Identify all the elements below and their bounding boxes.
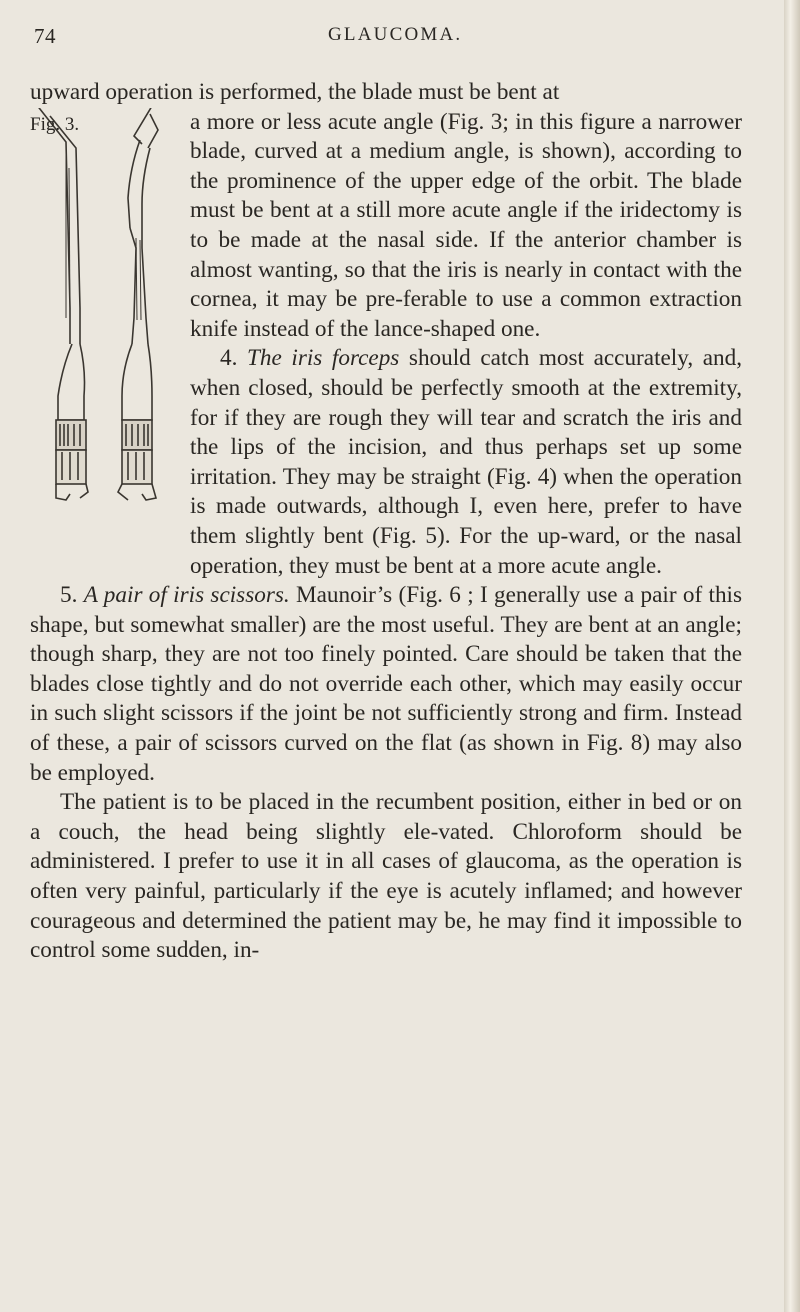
paragraph-3-text: Maunoir’s (Fig. 6 ; I generally use a pair of this shape, but somewhat smaller) are the most useful. They are bent at an angle; though sharp, they are not too finely pointed. Care should be taken that the blades close tightly and do not override each other, which may easily occur in such slight scissors if the joint be not sufficiently strong and firm. Instead of these, a pair of scissors curved on the flat (as shown in Fig. 8) may also be employed. <box>30 582 743 786</box>
figure-3 <box>30 108 178 564</box>
paragraph-3-number: 5. <box>60 582 84 609</box>
body-text <box>30 78 742 966</box>
paragraph-2-text: should catch most accurately, and, when closed, should be perfectly smooth at the extremity, for if they are rough they will tear and scratch the iris and the lips of the incision, and thus perhaps set up some irritation. They may be straight (Fig. 4) when the operation is made outwards, although I, even here, prefer to have them slightly bent (Fig. 5). For the up-ward, or the nasal operation, they must be bent at a more acute angle. <box>190 345 743 579</box>
page-number: 74 <box>34 24 56 48</box>
paragraph-4: The patient is to be placed in the recumbent position, either in bed or on a couch, the head being slightly ele-vated. Chloroform should be administered. I prefer to use it in all cases of glaucoma, as the operation is often very painful, particularly if the eye is acutely inflamed; and however courageous and determined the patient may be, he may find it impossible to control some sudden, in- <box>30 789 742 964</box>
paragraph-1-first-line: upward operation is performed, the blade must be bent at <box>30 79 560 105</box>
running-head: GLAUCOMA. <box>328 24 463 45</box>
paragraph-2-number: 4. <box>220 345 247 372</box>
paragraph-1-continued: a more or less acute angle (Fig. 3; in this figure a narrower blade, curved at a medium angle, is shown), according to the prominence of the upper edge of the orbit. The blade must be bent at a still more acute angle if the iridectomy is to be made at the nasal side. If the anterior chamber is almost wanting, so that the iris is nearly in contact with the cornea, it may be pre-ferable to use a common extraction knife instead of the lance-shaped one. <box>190 108 742 342</box>
paragraph-3-title: A pair of iris scissors. <box>83 582 290 609</box>
page-edge <box>784 0 800 1312</box>
page-header <box>28 24 748 54</box>
figure-label: Fig. 3. <box>30 113 80 135</box>
paragraph-3 <box>30 581 742 788</box>
paragraph-2-title: The iris forceps <box>247 345 400 372</box>
iris-knife-illustration <box>30 108 178 564</box>
